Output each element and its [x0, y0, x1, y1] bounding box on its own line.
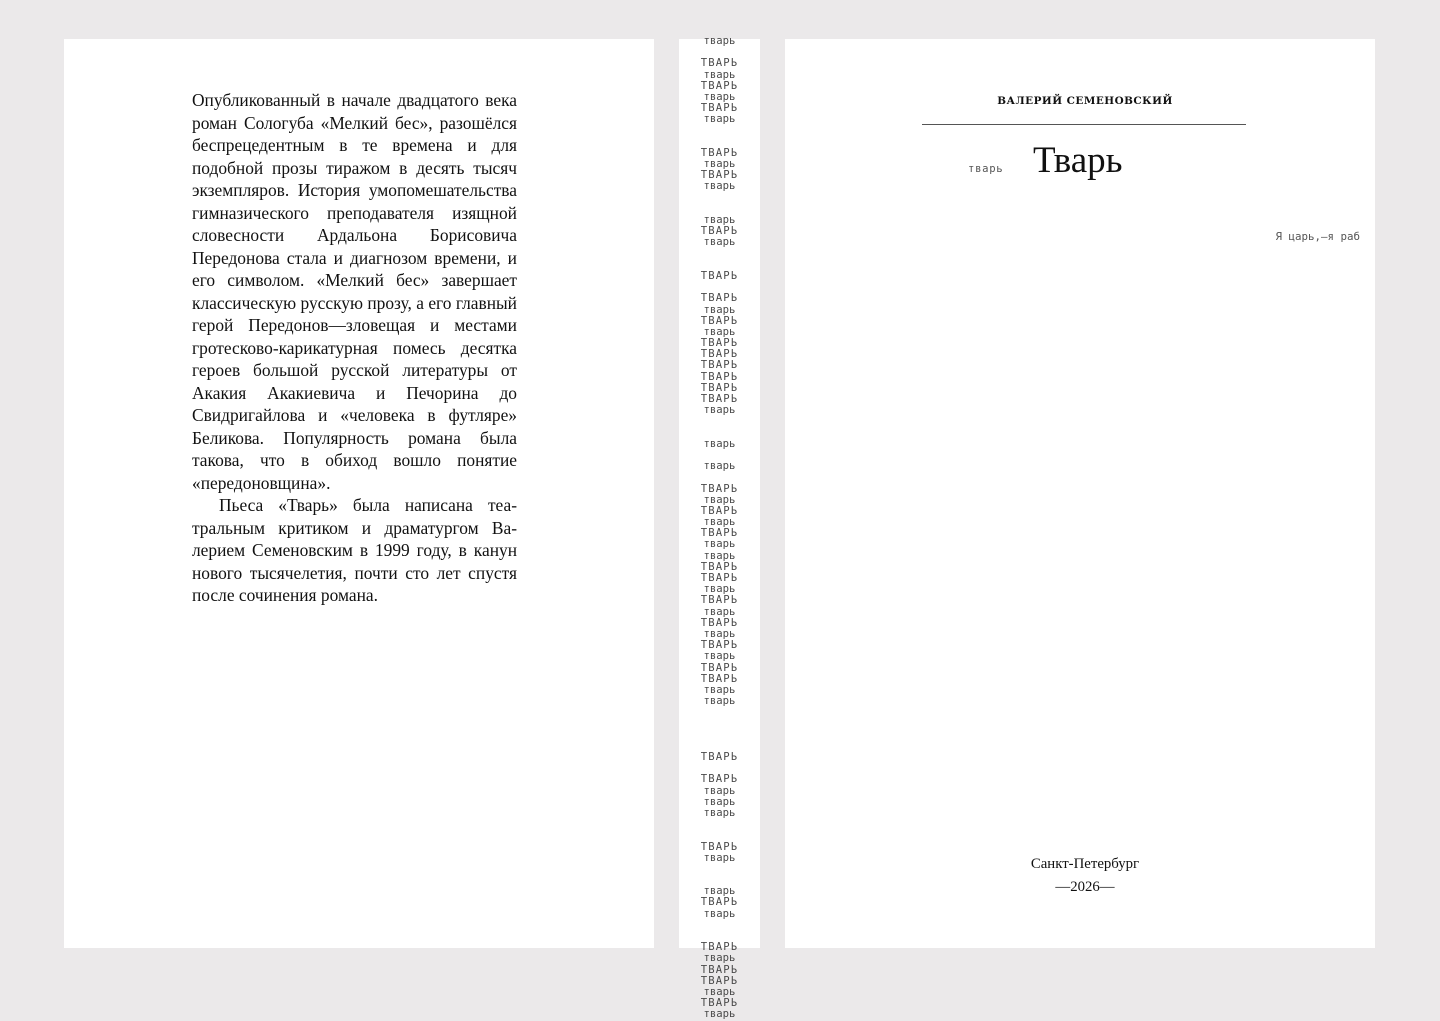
spine-word: тварь: [703, 695, 736, 708]
spine-gap: [679, 864, 760, 875]
spine-word: тварь: [703, 538, 736, 551]
spine-word: ТВАРЬ: [700, 773, 739, 786]
spine-word: тварь: [703, 907, 736, 920]
spine-word: тварь: [703, 784, 736, 797]
spine-word: ТВАРЬ: [700, 527, 739, 540]
spine-word: ТВАРЬ: [700, 560, 739, 573]
spine-gap: [679, 920, 760, 931]
spine-word: тварь: [703, 180, 736, 193]
spine-word: ТВАРЬ: [700, 292, 739, 305]
spine-word: ТВАРЬ: [700, 169, 739, 182]
spine-word: ТВАРЬ: [700, 594, 739, 607]
epigraph: Я царь,—я раб: [1275, 230, 1360, 243]
spine-word: ТВАРЬ: [700, 102, 739, 115]
spine-word: ТВАРЬ: [700, 751, 739, 763]
spine-word: ТВАРЬ: [700, 146, 739, 159]
spine-word: тварь: [703, 35, 736, 47]
spine-gap: [679, 416, 760, 427]
spine-word: ТВАРЬ: [700, 672, 739, 685]
spine-word: тварь: [703, 795, 736, 808]
spine-gap: [679, 249, 760, 260]
spine-word: тварь: [703, 806, 736, 819]
spine-word: ТВАРЬ: [700, 840, 739, 853]
spine-word: ТВАРЬ: [700, 269, 739, 282]
spine-word: ТВАРЬ: [700, 941, 739, 954]
spine-word: тварь: [703, 214, 736, 226]
spine-word: тварь: [703, 90, 736, 103]
spine-word: тварь: [703, 605, 736, 618]
spine-word: тварь: [703, 158, 736, 171]
spine-gap: [679, 730, 760, 741]
spine-gap: [679, 819, 760, 830]
spine-word: ТВАРЬ: [700, 504, 739, 517]
book-title: Тварь: [1033, 140, 1123, 181]
spine-gap: [679, 707, 760, 718]
spine-word: ТВАРЬ: [700, 997, 739, 1010]
spine-word: тварь: [703, 549, 736, 562]
spine-word: тварь: [703, 627, 736, 640]
back-cover: [64, 39, 654, 948]
spine-gap: [679, 126, 760, 137]
spine-word: тварь: [703, 985, 736, 998]
spine-word: ТВАРЬ: [700, 974, 739, 987]
spine-word: ТВАРЬ: [700, 572, 739, 584]
publication-year: —2026—: [1055, 879, 1115, 895]
front-cover: [785, 39, 1375, 948]
book-spine: [679, 35, 760, 1021]
title-divider: [922, 124, 1246, 125]
spine-word: тварь: [703, 236, 736, 249]
spine-word: ТВАРЬ: [700, 225, 739, 238]
spine-word: ТВАРЬ: [700, 337, 739, 350]
blurb-paragraph-2: Пьеса «Тварь» была написана театральным критиком и драматургом Валерием Семеновским в 1999 году, в канун нового тысячелетия, почти сто лет спустя после сочинения романа.: [192, 495, 517, 605]
spine-word: тварь: [703, 325, 736, 338]
spine-word: тварь: [703, 460, 736, 473]
spine-word: тварь: [703, 437, 736, 450]
blurb-text: [192, 89, 517, 607]
author-name: ВАЛЕРИЙ СЕМЕНОВСКИЙ: [997, 95, 1173, 107]
spine-word: ТВАРЬ: [700, 370, 739, 383]
spine-word: тварь: [703, 650, 736, 663]
spine-word: ТВАРЬ: [700, 359, 739, 372]
spine-word: ТВАРЬ: [700, 963, 739, 976]
spine-word: ТВАРЬ: [700, 381, 739, 394]
publication-city: Санкт-Петербург: [1030, 856, 1140, 872]
spine-word: тварь: [703, 68, 736, 81]
spine-word: ТВАРЬ: [700, 639, 739, 652]
spine-gap: [679, 472, 760, 483]
spine-word: тварь: [703, 516, 736, 529]
spine-word: ТВАРЬ: [700, 393, 739, 405]
spine-word: ТВАРЬ: [700, 314, 739, 327]
spine-word: тварь: [703, 303, 736, 316]
spine-word: тварь: [703, 1008, 736, 1021]
spine-word: тварь: [703, 885, 736, 898]
spine-word: тварь: [703, 113, 736, 126]
spine-word: ТВАРЬ: [700, 616, 739, 629]
title-small: тварь: [968, 163, 1004, 175]
spine-word: тварь: [703, 952, 736, 965]
spine-word: ТВАРЬ: [700, 79, 739, 92]
spine-word: ТВАРЬ: [700, 348, 739, 361]
spine-gap: [679, 193, 760, 204]
spine-word: ТВАРЬ: [700, 661, 739, 674]
spine-word: ТВАРЬ: [700, 482, 739, 495]
spine-word: тварь: [703, 493, 736, 506]
spine-word-column: [679, 36, 760, 1021]
spine-word: тварь: [703, 583, 736, 596]
spine-word: тварь: [703, 851, 736, 864]
spine-gap: [679, 830, 760, 841]
spine-word: тварь: [703, 683, 736, 696]
spine-word: ТВАРЬ: [700, 57, 739, 70]
blurb-paragraph-1: Опубликованный в начале двадцатого века роман Сологуба «Мелкий бес», разошёлся беспрецедентным в те времена и для подобной прозы тиражом в десять тысяч экземпляров. История умопомешательства гимназического преподавателя изящной словесности Ардальона Борисовича Передонова стала и диагнозом времени, и его символом. «Мелкий бес» завершает классическую русскую прозу, а его главный герой Передонов—зловещая и местами гротесково-карикатурная помесь десятка героев большой русской литературы от Акакия Акакиевича и Печорина до Свидригайлова и «человека в футляре» Беликова. Популярность романа была такова, что в обиход вошло понятие «передоновщина».: [192, 90, 517, 493]
spine-word: ТВАРЬ: [700, 896, 739, 909]
spine-word: тварь: [703, 404, 736, 417]
spine-gap: [679, 718, 760, 729]
